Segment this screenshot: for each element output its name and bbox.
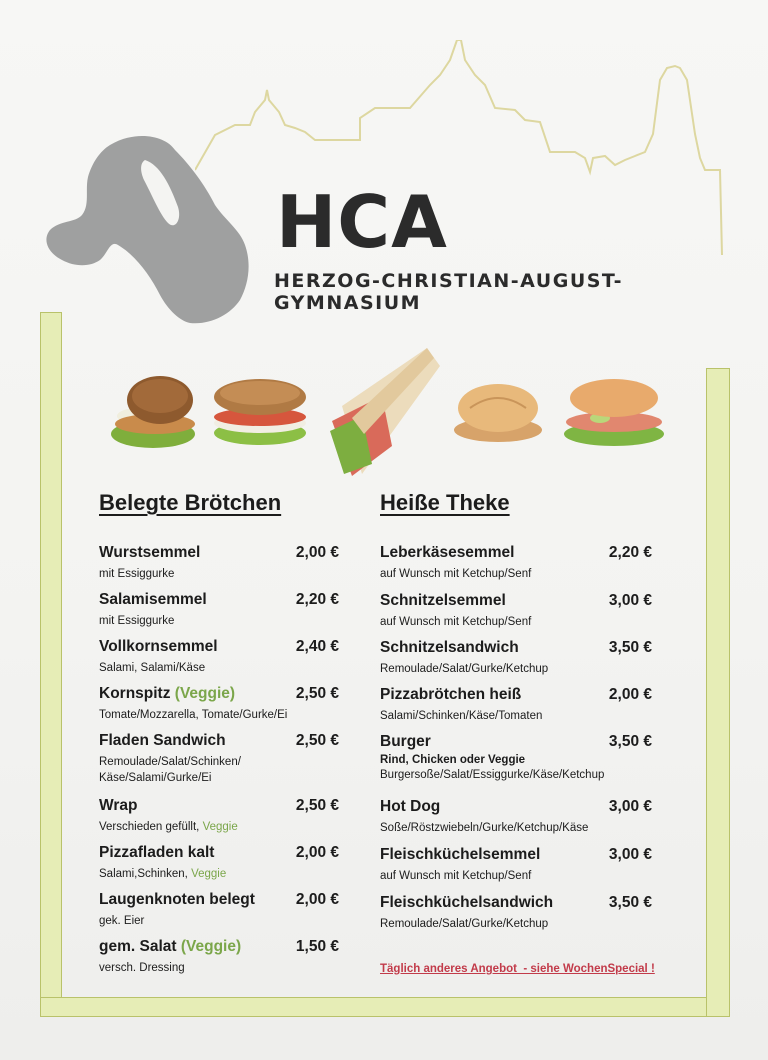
item-price: 3,50 € [608, 733, 652, 750]
item-description: auf Wunsch mit Ketchup/Senf [380, 616, 532, 628]
weekly-special-notice: Täglich anderes Angebot - siehe WochenSpecial ! [380, 963, 655, 975]
menu-item-laugenknoten [99, 891, 339, 929]
ham-roll-image [560, 376, 668, 451]
item-description: Remoulade/Salat/Gurke/Ketchup [380, 918, 549, 930]
item-name: Schnitzelsemmel [380, 592, 506, 609]
item-price: 2,50 € [295, 732, 339, 749]
sesame-roll-image [105, 372, 200, 452]
wrap-image [322, 346, 444, 481]
menu-item-kornspitz [99, 685, 339, 723]
item-price: 2,50 € [295, 685, 339, 702]
menu-item-fladen-sandwich [99, 732, 339, 786]
section-title-belegte-broetchen: Belegte Brötchen [99, 490, 282, 515]
item-name: Burger [380, 733, 431, 750]
item-price: 2,00 € [295, 891, 339, 908]
school-name: HERZOG-CHRISTIAN-AUGUST-GYMNASIUM [274, 270, 623, 314]
item-description: Salami/Schinken/Käse/Tomaten [380, 710, 543, 722]
menu-item-fleischkuechelsandwich [380, 894, 652, 932]
menu-item-schnitzelsandwich [380, 639, 652, 677]
item-description-line1: Remoulade/Salat/Schinken/ [99, 756, 241, 768]
item-price: 3,00 € [608, 592, 652, 609]
item-name: gem. Salat [99, 938, 177, 955]
menu-item-burger [380, 733, 652, 783]
item-price: 2,20 € [608, 544, 652, 561]
menu-item-hot-dog [380, 798, 652, 836]
menu-item-wrap [99, 797, 339, 835]
item-description: Soße/Röstzwiebeln/Gurke/Ketchup/Käse [380, 822, 589, 834]
item-price: 2,00 € [608, 686, 652, 703]
plain-roll-image [450, 378, 550, 446]
item-price: 2,00 € [295, 544, 339, 561]
item-price: 1,50 € [295, 938, 339, 955]
veggie-label: (Veggie) [180, 938, 242, 955]
item-description-line2: Käse/Salami/Gurke/Ei [99, 772, 212, 784]
veggie-label: (Veggie) [174, 685, 236, 702]
item-name: Schnitzelsandwich [380, 639, 519, 656]
menu-item-leberkaesesemmel [380, 544, 652, 582]
veggie-label: Veggie [191, 868, 227, 880]
menu-item-salamisemmel [99, 591, 339, 629]
frame-bar-bottom [40, 997, 730, 1017]
item-description: Salami, Salami/Käse [99, 662, 206, 674]
item-name: Fladen Sandwich [99, 732, 226, 749]
item-description: auf Wunsch mit Ketchup/Senf [380, 568, 532, 580]
item-name: Hot Dog [380, 798, 441, 815]
item-description: mit Essiggurke [99, 615, 175, 627]
item-name: Kornspitz [99, 685, 171, 702]
item-name: Salamisemmel [99, 591, 207, 608]
item-description: gek. Eier [99, 915, 145, 927]
menu-item-schnitzelsemmel [380, 592, 652, 630]
item-name: Pizzafladen kalt [99, 844, 215, 861]
menu-item-vollkornsemmel [99, 638, 339, 676]
item-name: Laugenknoten belegt [99, 891, 255, 908]
item-name: Wrap [99, 797, 138, 814]
item-price: 3,00 € [608, 846, 652, 863]
menu-item-fleischkuechelsemmel [380, 846, 652, 884]
item-name: Pizzabrötchen heiß [380, 686, 522, 703]
veggie-label: Veggie [202, 821, 238, 833]
menu-item-gem-salat [99, 938, 339, 976]
item-price: 2,50 € [295, 797, 339, 814]
item-description: auf Wunsch mit Ketchup/Senf [380, 870, 532, 882]
item-description: Burgersoße/Salat/Essiggurke/Käse/Ketchup [380, 769, 605, 781]
item-price: 2,20 € [295, 591, 339, 608]
item-variants: Rind, Chicken oder Veggie [380, 754, 526, 766]
item-price: 2,00 € [295, 844, 339, 861]
item-price: 3,50 € [608, 894, 652, 911]
portrait-silhouette-logo [40, 135, 255, 330]
seeded-sandwich-image [208, 375, 313, 450]
item-price: 2,40 € [295, 638, 339, 655]
item-description: Verschieden gefüllt, [99, 821, 200, 833]
section-title-heisse-theke: Heiße Theke [380, 490, 510, 515]
frame-bar-left [40, 312, 62, 1016]
menu-item-pizzabroetchen [380, 686, 652, 724]
menu-item-wurstsemmel [99, 544, 339, 582]
item-name: Vollkornsemmel [99, 638, 218, 655]
item-name: Fleischküchelsemmel [380, 846, 541, 863]
item-description: Tomate/Mozzarella, Tomate/Gurke/Ei [99, 709, 288, 721]
item-description: mit Essiggurke [99, 568, 175, 580]
item-description: Remoulade/Salat/Gurke/Ketchup [380, 663, 549, 675]
menu-item-pizzafladen-kalt [99, 844, 339, 882]
item-name: Leberkäsesemmel [380, 544, 515, 561]
item-name: Wurstsemmel [99, 544, 201, 561]
item-name: Fleischküchelsandwich [380, 894, 554, 911]
item-price: 3,00 € [608, 798, 652, 815]
item-description: Salami,Schinken, [99, 868, 188, 880]
frame-bar-right [706, 368, 730, 1017]
item-price: 3,50 € [608, 639, 652, 656]
item-description: versch. Dressing [99, 962, 185, 974]
school-logo-text: HCA [276, 180, 448, 264]
